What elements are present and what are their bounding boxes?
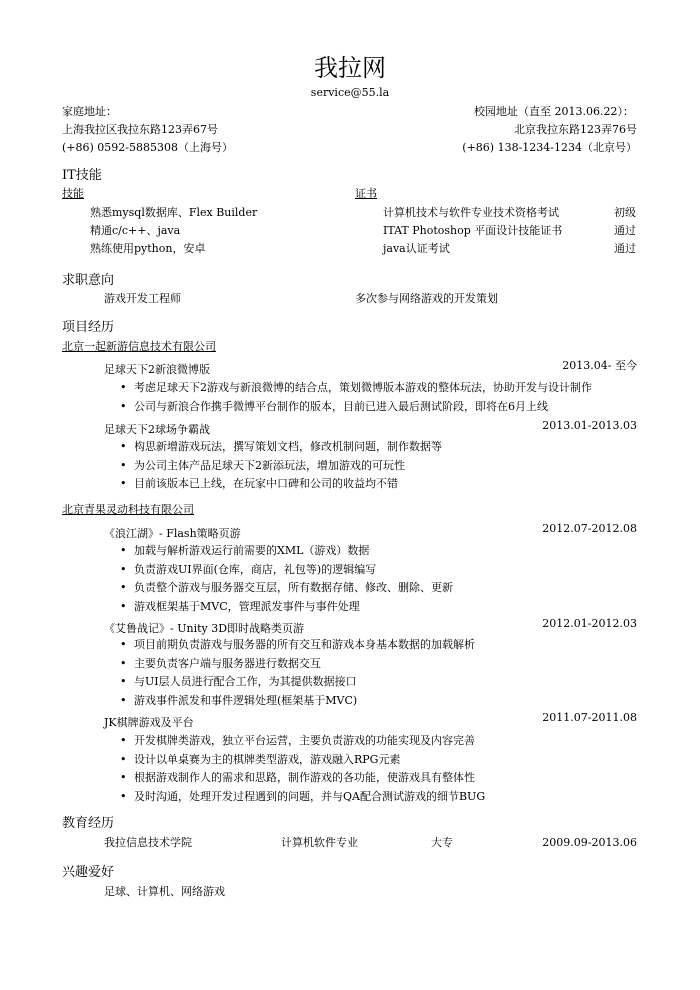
bullet-icon: • xyxy=(120,581,127,594)
skill-item: 精通c/c++、java xyxy=(90,224,181,237)
project-date: 2011.07-2011.08 xyxy=(542,711,637,724)
project-title: 足球天下2球场争霸战 xyxy=(104,423,210,436)
bullet-icon: • xyxy=(120,693,127,707)
bullet-text: 项目前期负责游戏与服务器的所有交互和游戏本身基本数据的加载解析 xyxy=(134,638,475,651)
cert-name: 计算机技术与软件专业技术资格考试 xyxy=(383,206,559,219)
project-date: 2013.04- 至今 xyxy=(562,359,637,372)
skills-header: 技能 xyxy=(62,187,84,200)
cert-name: ITAT Photoshop 平面设计技能证书 xyxy=(383,224,563,237)
bullet-text: 负责游戏UI界面(仓库，商店，礼包等)的逻辑编写 xyxy=(134,562,377,576)
home-address: 上海我拉区我拉东路123弄67号 xyxy=(62,123,218,136)
bullet-icon: • xyxy=(120,544,127,557)
cert-name: java认证考试 xyxy=(383,242,450,255)
bullet-text: 与UI层人员进行配合工作，为其提供数据接口 xyxy=(134,675,357,688)
bullet-text: 及时沟通，处理开发过程遇到的问题，并与QA配合测试游戏的细节BUG xyxy=(134,789,486,803)
bullet-icon: • xyxy=(120,440,127,453)
education-school: 我拉信息技术学院 xyxy=(104,836,192,849)
section-title-it-skills: IT技能 xyxy=(62,168,102,183)
home-phone: (+86) 0592-5885308（上海号） xyxy=(62,141,233,154)
bullet-icon: • xyxy=(120,638,127,651)
education-degree: 大专 xyxy=(431,836,453,849)
bullet-icon: • xyxy=(120,656,127,670)
bullet-text: 考虑足球天下2游戏与新浪微博的结合点，策划微博版本游戏的整体玩法，协助开发与设计制作 xyxy=(134,381,592,394)
page-title: 我拉网 xyxy=(314,54,386,82)
campus-address-label: 校园地址（直至 2013.06.22）： xyxy=(474,105,634,118)
project-title: 《浪江湖》- Flash策略页游 xyxy=(104,527,241,540)
bullet-icon: • xyxy=(120,599,127,613)
bullet-text: 公司与新浪合作携手微博平台制作的版本，目前已进入最后测试阶段，即将在6月上线 xyxy=(134,399,548,413)
cert-level: 通过 xyxy=(614,242,636,255)
company-name: 北京青果灵动科技有限公司 xyxy=(62,503,194,516)
bullet-icon: • xyxy=(120,789,127,803)
project-title: 《艾鲁战记》- Unity 3D即时战略类页游 xyxy=(104,622,305,635)
bullet-text: 设计以单桌赛为主的棋牌类型游戏，游戏融入RPG元素 xyxy=(134,752,401,766)
objective-note: 多次参与网络游戏的开发策划 xyxy=(355,292,498,305)
bullet-icon: • xyxy=(120,458,127,472)
bullet-text: 加载与解析游戏运行前需要的XML（游戏）数据 xyxy=(134,544,370,557)
bullet-icon: • xyxy=(120,752,127,766)
cert-level: 初级 xyxy=(614,206,636,219)
bullet-icon: • xyxy=(120,734,127,747)
bullet-icon: • xyxy=(120,562,127,576)
bullet-icon: • xyxy=(120,771,127,784)
cert-level: 通过 xyxy=(614,224,636,237)
bullet-text: 目前该版本已上线，在玩家中口碑和公司的收益均不错 xyxy=(134,477,398,490)
skill-item: 熟练使用python，安卓 xyxy=(90,242,206,255)
home-address-label: 家庭地址： xyxy=(62,105,117,118)
bullet-text: 游戏事件派发和事件逻辑处理(框架基于MVC) xyxy=(134,693,358,707)
bullet-text: 开发棋牌类游戏，独立平台运营，主要负责游戏的功能实现及内容完善 xyxy=(134,734,475,747)
email: service@55.la xyxy=(310,86,390,99)
project-date: 2013.01-2013.03 xyxy=(542,419,637,432)
bullet-text: 负责整个游戏与服务器交互层，所有数据存储、修改、删除、更新 xyxy=(134,581,453,594)
project-date: 2012.07-2012.08 xyxy=(542,522,637,535)
bullet-text: 为公司主体产品足球天下2新添玩法，增加游戏的可玩性 xyxy=(134,458,405,472)
education-period: 2009.09-2013.06 xyxy=(542,836,637,849)
project-date: 2012.01-2012.03 xyxy=(542,617,637,630)
bullet-icon: • xyxy=(120,675,127,688)
hobbies-text: 足球、计算机、网络游戏 xyxy=(104,885,225,898)
bullet-icon: • xyxy=(120,381,127,394)
section-title-education: 教育经历 xyxy=(62,816,115,831)
cert-header: 证书 xyxy=(355,187,377,200)
section-title-projects: 项目经历 xyxy=(62,320,115,335)
campus-address: 北京我拉东路123弄76号 xyxy=(514,123,637,136)
section-title-objective: 求职意向 xyxy=(62,273,115,288)
project-title: 足球天下2新浪微博版 xyxy=(104,363,210,376)
bullet-text: 游戏框架基于MVC，管理派发事件与事件处理 xyxy=(134,599,360,613)
bullet-text: 主要负责客户端与服务器进行数据交互 xyxy=(134,656,321,670)
objective-position: 游戏开发工程师 xyxy=(104,292,181,305)
education-major: 计算机软件专业 xyxy=(281,836,358,849)
bullet-text: 根据游戏制作人的需求和思路，制作游戏的各功能，使游戏具有整体性 xyxy=(134,771,475,784)
bullet-icon: • xyxy=(120,399,127,413)
bullet-text: 构思新增游戏玩法，撰写策划文档，修改机制问题，制作数据等 xyxy=(134,440,442,453)
company-name: 北京一起新游信息技术有限公司 xyxy=(62,340,216,353)
section-title-hobbies: 兴趣爱好 xyxy=(62,865,115,880)
bullet-icon: • xyxy=(120,477,127,490)
campus-phone: (+86) 138-1234-1234（北京号） xyxy=(462,141,637,154)
project-title: JK棋牌游戏及平台 xyxy=(104,716,194,729)
skill-item: 熟悉mysql数据库、Flex Builder xyxy=(90,206,258,219)
